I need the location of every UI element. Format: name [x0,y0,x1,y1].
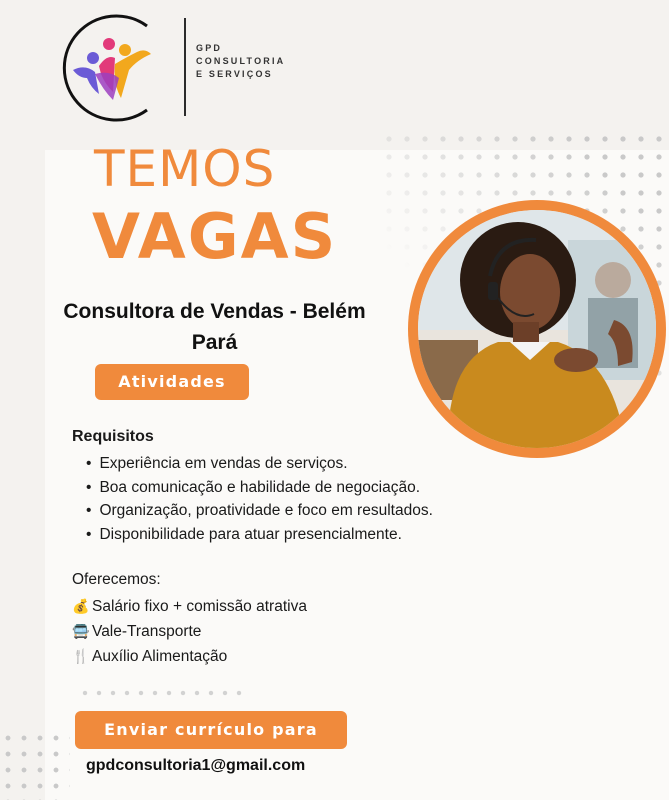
offers-heading: Oferecemos: [72,571,161,588]
offer-text: Auxílio Alimentação [92,648,228,665]
requirement-item: • Disponibilidade para atuar presencialmente. [86,523,433,547]
offer-item [72,594,307,619]
headline-vagas: VAGAS [92,200,338,273]
send-resume-button[interactable]: Enviar currículo para [75,711,347,749]
requirement-item: • Organização, proatividade e foco em resultados. [86,499,433,523]
logo [55,8,175,128]
bus-icon: 🚍 [72,623,90,639]
woman-with-headset-image [418,210,656,448]
offer-text: Vale-Transporte [92,623,202,640]
offer-text: Salário fixo + comissão atrativa [92,598,307,615]
headline-temos: TEMOS [94,140,276,198]
logo-text-line2: CONSULTORIA [196,56,286,66]
logo-text-line3: E SERVIÇOS [196,69,273,79]
offer-item [72,619,307,644]
offer-item [72,644,307,669]
contact-email[interactable]: gpdconsultoria1@gmail.com [86,757,306,774]
requirement-item: • Experiência em vendas de serviços. [86,452,433,476]
cutlery-icon: 🍴 [72,648,90,664]
consultant-photo [418,210,656,448]
logo-figures-icon [55,8,175,128]
activities-button[interactable]: Atividades [95,364,249,400]
decorative-dots-middle [78,686,248,704]
offers-list [72,594,307,669]
decorative-dots-bottom-left [0,730,70,800]
requirement-item: • Boa comunicação e habilidade de negociação. [86,476,433,500]
money-bag-icon: 💰 [72,598,90,614]
job-title: Consultora de Vendas - Belém Pará [63,300,366,354]
logo-text-line1: GPD [196,43,223,53]
requirements-list [86,452,433,546]
logo-wordmark [196,42,285,81]
requirements-heading: Requisitos [72,428,154,445]
logo-divider [184,18,186,116]
